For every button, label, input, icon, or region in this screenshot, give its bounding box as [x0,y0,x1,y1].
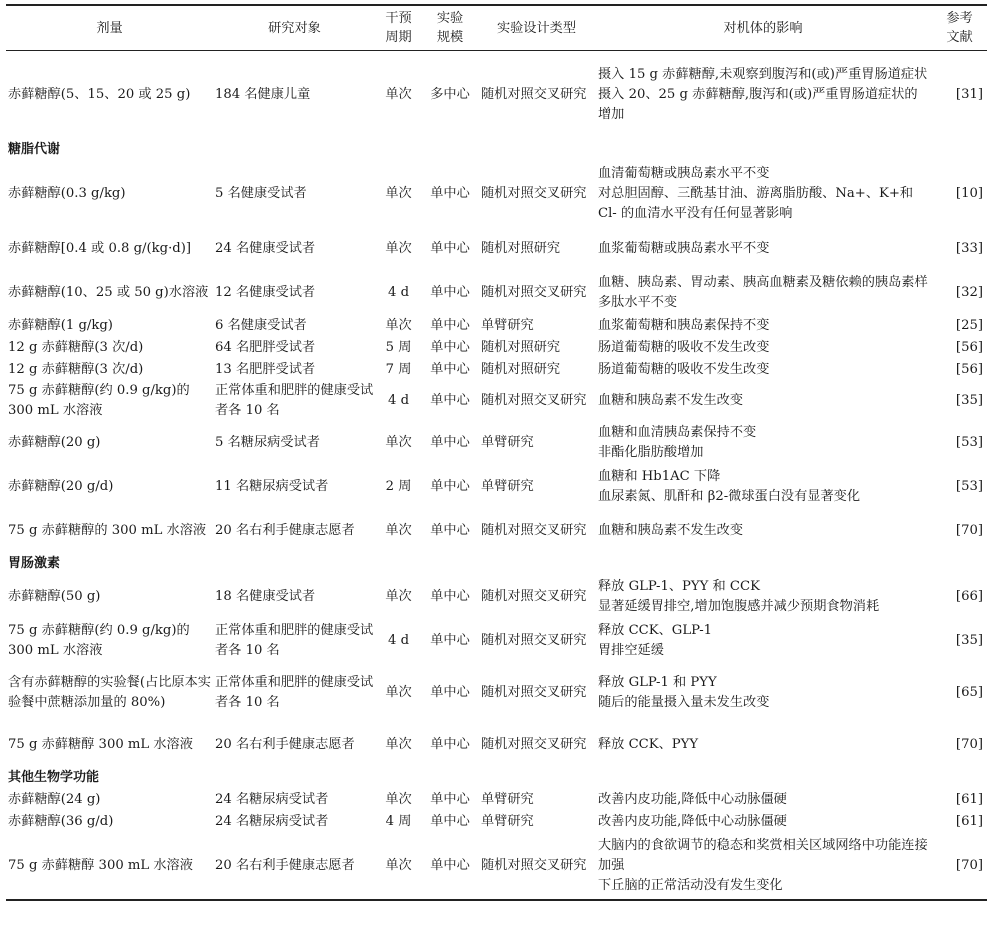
ref-cell: [35] [955,633,983,648]
effect-line: 血糖和 Hb1AC 下降 [598,469,721,484]
effect-line: 血糖和胰岛素不发生改变 [598,393,744,408]
dose-cell: 赤藓糖醇(10、25 或 50 g)水溶液 [8,285,209,300]
dose-cell: 12 g 赤藓糖醇(3 次/d) [8,362,144,377]
effects-cell [594,833,932,900]
table-row [6,663,987,723]
effect-line: 释放 GLP-1 和 PYY [598,675,717,690]
effect-line: 血糖和胰岛素不发生改变 [598,523,744,538]
effect-line: 肠道葡萄糖的吸收不发生改变 [598,362,770,377]
header-subject: 研究对象 [268,20,321,36]
effect-line: 血清葡萄糖或胰岛素水平不变 [598,166,770,181]
subject-cell: 24 名糖尿病受试者 [215,814,329,829]
design-cell: 随机对照交叉研究 [481,285,587,300]
effect-line: 血浆葡萄糖和胰岛素保持不变 [598,318,770,333]
effect-line: 胃排空延缓 [598,643,664,658]
effect-line: 显著延缓胃排空,增加饱腹感并减少预期食物消耗 [598,599,880,614]
dose-cell: 赤藓糖醇(50 g) [8,589,101,604]
table-row [6,789,987,811]
ref-cell: [10] [955,186,983,201]
effects-cell [594,723,932,767]
dose-cell: 赤藓糖醇[0.4 或 0.8 g/(kg·d)] [8,241,191,256]
effects-cell [594,789,932,811]
effect-line: 对总胆固醇、三酰基甘油、游离脂肪酸、Na+、K+和 [598,186,914,201]
dose-cell: 赤藓糖醇(20 g) [8,435,101,450]
ref-cell: [53] [955,435,983,450]
subject-cell: 24 名健康受试者 [215,241,316,256]
subject-cell: 12 名健康受试者 [215,285,316,300]
subject-cell: 正常体重和肥胖的健康受试者各 10 名 [215,623,374,658]
design-cell: 单臂研究 [481,814,534,829]
header-design: 实验设计类型 [496,20,577,36]
subject-cell: 20 名右利手健康志愿者 [215,737,355,752]
period-cell: 单次 [385,737,412,752]
table-row [6,421,987,465]
effect-line: 非酯化脂肪酸增加 [598,445,704,460]
period-cell: 单次 [385,241,412,256]
period-cell: 7 周 [385,362,412,377]
period-cell: 单次 [385,186,412,201]
table-row [6,227,987,271]
effect-line: Cl- 的血清水平没有任何显著影响 [598,206,793,221]
period-cell: 单次 [385,589,412,604]
effects-cell [594,271,932,315]
erythritol-study-table [6,4,987,901]
subject-cell: 11 名糖尿病受试者 [215,479,329,494]
scale-cell: 单中心 [430,285,470,300]
subject-cell: 5 名糖尿病受试者 [215,435,320,450]
dose-cell: 含有赤藓糖醇的实验餐(占比原本实验餐中蔗糖添加量的 80%) [8,675,211,710]
table-row [6,51,987,140]
ref-cell: [70] [955,858,983,873]
ref-cell: [61] [955,814,983,829]
effect-line: 改善内皮功能,降低中心动脉僵硬 [598,814,787,829]
subject-cell: 13 名肥胖受试者 [215,362,316,377]
dose-cell: 75 g 赤藓糖醇(约 0.9 g/kg)的 300 mL 水溶液 [8,383,190,418]
period-cell: 单次 [385,318,412,333]
dose-cell: 12 g 赤藓糖醇(3 次/d) [8,340,144,355]
table-row [6,619,987,663]
table-row [6,723,987,767]
effects-cell [594,161,932,227]
design-cell: 随机对照交叉研究 [481,737,587,752]
ref-cell: [32] [955,285,983,300]
header-dose: 剂量 [96,20,123,36]
effects-cell [594,51,932,140]
scale-cell: 单中心 [430,435,470,450]
subject-cell: 20 名右利手健康志愿者 [215,523,355,538]
effect-line: 血尿素氮、肌酐和 β2-微球蛋白没有显著变化 [598,489,861,504]
dose-cell: 赤藓糖醇(0.3 g/kg) [8,186,126,201]
ref-cell: [35] [955,393,983,408]
scale-cell: 单中心 [430,589,470,604]
effect-line: 肠道葡萄糖的吸收不发生改变 [598,340,770,355]
section-title: 其他生物学功能 [8,770,100,785]
effect-line: 释放 CCK、GLP-1 [598,623,713,638]
effects-cell [594,663,932,723]
period-cell: 2 周 [385,479,412,494]
scale-cell: 单中心 [430,814,470,829]
scale-cell: 单中心 [430,633,470,648]
header-effects: 对机体的影响 [723,20,803,36]
scale-cell: 单中心 [430,523,470,538]
effect-line: 血糖、胰岛素、胃动素、胰高血糖素及糖依赖的胰岛素样多肽水平不变 [598,275,928,310]
header-ref: 参考 文献 [946,11,973,45]
effect-line: 大脑内的食欲调节的稳态和奖赏相关区域网络中功能连接加强 [598,838,928,873]
scale-cell: 单中心 [430,393,470,408]
header-period: 干预 周期 [385,11,412,45]
subject-cell: 6 名健康受试者 [215,318,307,333]
header-scale: 实验 规模 [436,11,464,45]
effects-cell [594,509,932,553]
table-row [6,811,987,833]
design-cell: 随机对照交叉研究 [481,589,587,604]
ref-cell: [61] [955,792,983,807]
dose-cell: 赤藓糖醇(20 g/d) [8,479,114,494]
design-cell: 随机对照交叉研究 [481,87,587,102]
dose-cell: 赤藓糖醇(36 g/d) [8,814,114,829]
table-row [6,359,987,381]
scale-cell: 单中心 [430,318,470,333]
dose-cell: 赤藓糖醇(5、15、20 或 25 g) [8,87,191,102]
dose-cell: 75 g 赤藓糖醇(约 0.9 g/kg)的 300 mL 水溶液 [8,623,190,658]
scale-cell: 单中心 [430,737,470,752]
scale-cell: 多中心 [430,87,470,102]
table-row [6,465,987,509]
table-row [6,833,987,900]
period-cell: 5 周 [385,340,412,355]
design-cell: 随机对照研究 [481,362,561,377]
effects-cell [594,227,932,271]
scale-cell: 单中心 [430,362,470,377]
ref-cell: [25] [955,318,983,333]
section-row [6,767,987,789]
design-cell: 随机对照交叉研究 [481,523,587,538]
dose-cell: 75 g 赤藓糖醇 300 mL 水溶液 [8,858,193,873]
effects-cell [594,381,932,421]
scale-cell: 单中心 [430,241,470,256]
design-cell: 单臂研究 [481,435,534,450]
ref-cell: [65] [955,685,983,700]
table-row [6,509,987,553]
period-cell: 单次 [385,858,412,873]
effect-line: 摄入 20、25 g 赤藓糖醇,腹泻和(或)严重胃肠道症状的增加 [598,87,918,122]
period-cell: 单次 [385,87,412,102]
subject-cell: 正常体重和肥胖的健康受试者各 10 名 [215,675,374,710]
dose-cell: 赤藓糖醇(1 g/kg) [8,318,113,333]
effects-cell [594,619,932,663]
dose-cell: 75 g 赤藓糖醇的 300 mL 水溶液 [8,523,207,538]
effect-line: 释放 GLP-1、PYY 和 CCK [598,579,760,594]
scale-cell: 单中心 [430,858,470,873]
effects-cell [594,811,932,833]
effects-cell [594,465,932,509]
design-cell: 随机对照交叉研究 [481,685,587,700]
design-cell: 单臂研究 [481,792,534,807]
ref-cell: [31] [955,87,983,102]
subject-cell: 正常体重和肥胖的健康受试者各 10 名 [215,383,374,418]
section-row [6,139,987,161]
effects-cell [594,315,932,337]
effect-line: 释放 CCK、PYY [598,737,699,752]
table-row [6,381,987,421]
design-cell: 随机对照交叉研究 [481,186,587,201]
effect-line: 下丘脑的正常活动没有发生变化 [598,878,783,893]
effect-line: 改善内皮功能,降低中心动脉僵硬 [598,792,787,807]
table-row [6,271,987,315]
effects-cell [594,359,932,381]
effect-line: 随后的能量摄入量未发生改变 [598,695,770,710]
table-row [6,337,987,359]
ref-cell: [53] [955,479,983,494]
table-row [6,161,987,227]
design-cell: 随机对照交叉研究 [481,393,587,408]
scale-cell: 单中心 [430,685,470,700]
ref-cell: [70] [955,737,983,752]
dose-cell: 赤藓糖醇(24 g) [8,792,101,807]
scale-cell: 单中心 [430,479,470,494]
period-cell: 单次 [385,435,412,450]
ref-cell: [33] [955,241,983,256]
period-cell: 单次 [385,792,412,807]
ref-cell: [70] [955,523,983,538]
effects-cell [594,421,932,465]
design-cell: 单臂研究 [481,479,534,494]
header-row [6,5,987,51]
section-title: 胃肠激素 [8,556,61,571]
period-cell: 4 周 [385,814,412,829]
period-cell: 4 d [387,633,410,648]
section-title: 糖脂代谢 [8,142,61,157]
section-row [6,553,987,575]
ref-cell: [56] [955,362,983,377]
period-cell: 单次 [385,685,412,700]
subject-cell: 184 名健康儿童 [215,87,311,102]
effects-cell [594,575,932,619]
design-cell: 随机对照交叉研究 [481,633,587,648]
period-cell: 4 d [387,393,410,408]
table-row [6,575,987,619]
scale-cell: 单中心 [430,792,470,807]
period-cell: 单次 [385,523,412,538]
ref-cell: [66] [955,589,983,604]
effect-line: 血糖和血清胰岛素保持不变 [598,425,757,440]
scale-cell: 单中心 [430,340,470,355]
design-cell: 随机对照交叉研究 [481,858,587,873]
subject-cell: 5 名健康受试者 [215,186,307,201]
dose-cell: 75 g 赤藓糖醇 300 mL 水溶液 [8,737,193,752]
subject-cell: 18 名健康受试者 [215,589,316,604]
scale-cell: 单中心 [430,186,470,201]
subject-cell: 64 名肥胖受试者 [215,340,316,355]
ref-cell: [56] [955,340,983,355]
table-row [6,315,987,337]
subject-cell: 24 名糖尿病受试者 [215,792,329,807]
period-cell: 4 d [387,285,410,300]
design-cell: 随机对照研究 [481,340,561,355]
effect-line: 摄入 15 g 赤藓糖醇,未观察到腹泻和(或)严重胃肠道症状 [598,67,928,82]
effect-line: 血浆葡萄糖或胰岛素水平不变 [598,241,770,256]
subject-cell: 20 名右利手健康志愿者 [215,858,355,873]
effects-cell [594,337,932,359]
design-cell: 随机对照研究 [481,241,561,256]
design-cell: 单臂研究 [481,318,534,333]
